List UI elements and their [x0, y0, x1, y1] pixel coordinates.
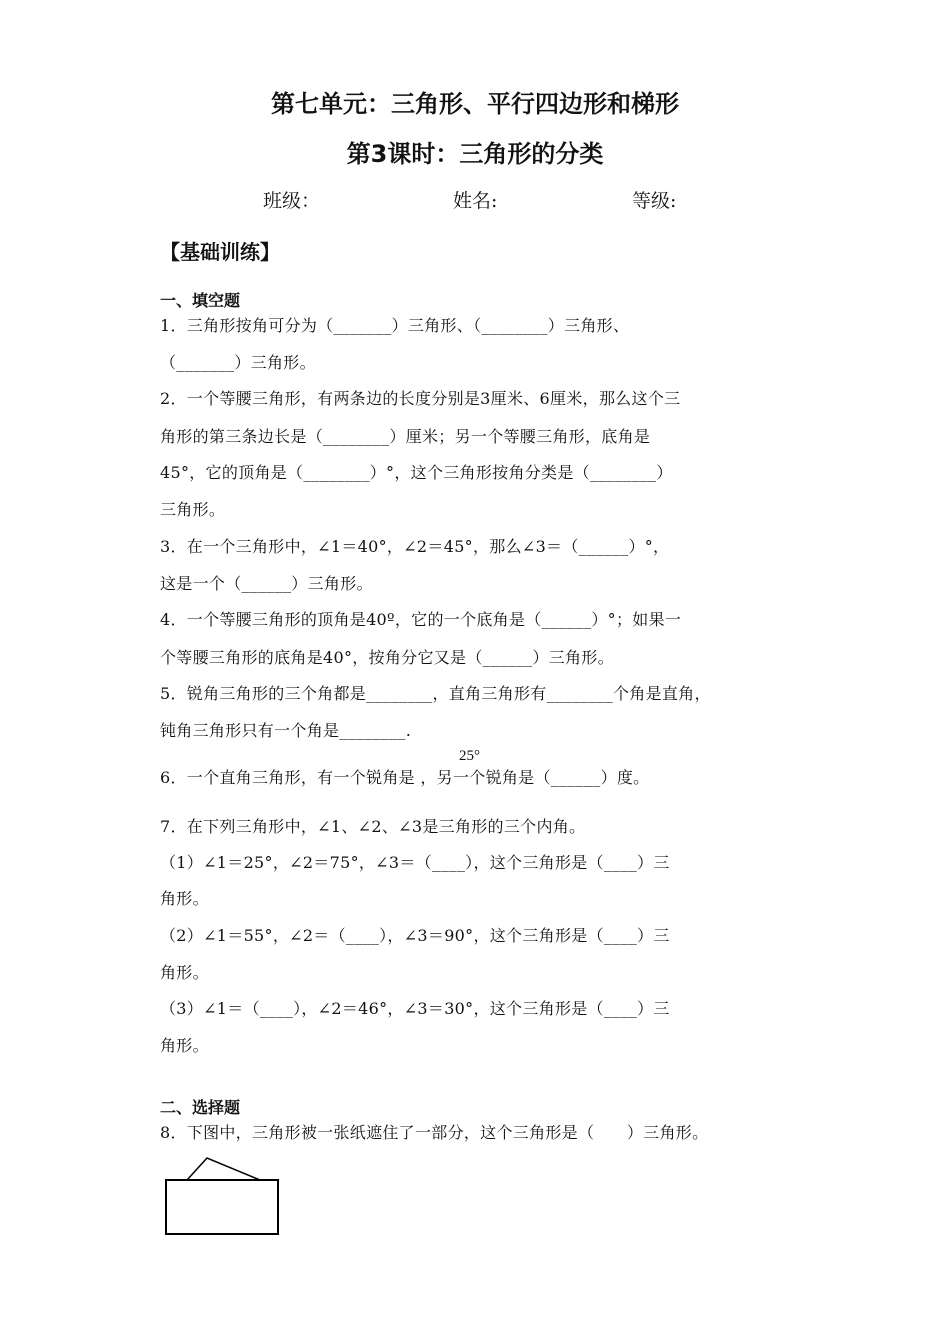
question-line: （3）∠1＝（____），∠2＝46°，∠3＝30°，这个三角形是（____）三: [160, 999, 670, 1018]
question-line: 4．一个等腰三角形的顶角是40º，它的一个底角是（______）°；如果一: [160, 610, 682, 629]
question-line: （1）∠1＝25°，∠2＝75°，∠3＝（____），这个三角形是（____）三: [160, 853, 670, 872]
name-label: 姓名:: [453, 190, 498, 212]
unit-title: 第七单元：三角形、平行四边形和梯形: [271, 90, 679, 118]
question-line: 7．在下列三角形中，∠1、∠2、∠3是三角形的三个内角。: [160, 817, 586, 836]
question-line: 钝角三角形只有一个角是________.: [160, 721, 412, 740]
question-line: 3．在一个三角形中，∠1＝40°，∠2＝45°，那么∠3＝（______）°，: [160, 537, 670, 556]
question-line: 角形的第三条边长是（________）厘米；另一个等腰三角形，底角是: [160, 427, 651, 446]
class-label: 班级：: [263, 190, 321, 212]
lesson-title: 第3课时：三角形的分类: [346, 140, 604, 168]
question-line: 角形。: [160, 889, 209, 908]
question-line: 角形。: [160, 963, 209, 982]
question-line: 这是一个（______）三角形。: [160, 574, 373, 593]
covered-triangle-figure: [160, 1150, 290, 1245]
question-line: 6．一个直角三角形，有一个锐角是 ，另一个锐角是（______）度。: [160, 768, 650, 787]
superscript-angle: 25°: [459, 748, 480, 764]
question-line: （_______）三角形。: [160, 353, 316, 372]
basic-training-heading: 【基础训练】: [160, 240, 280, 264]
question-line: 8．下图中，三角形被一张纸遮住了一部分，这个三角形是（ ）三角形。: [160, 1123, 709, 1142]
fill-in-heading: 一、填空题: [160, 291, 241, 310]
question-line: （2）∠1＝55°，∠2＝（____），∠3＝90°，这个三角形是（____）三: [160, 926, 670, 945]
question-line: 5．锐角三角形的三个角都是________，直角三角形有________个角是直角，: [160, 684, 711, 703]
question-line: 三角形。: [160, 500, 226, 519]
choice-heading: 二、选择题: [160, 1098, 241, 1117]
question-line: 个等腰三角形的底角是40°，按角分它又是（______）三角形。: [160, 648, 614, 667]
question-line: 角形。: [160, 1036, 209, 1055]
question-line: 45°，它的顶角是（________）°，这个三角形按角分类是（________）: [160, 463, 673, 482]
question-line: 1．三角形按角可分为（_______）三角形、（________）三角形、: [160, 316, 630, 335]
grade-label: 等级:: [632, 190, 677, 212]
question-line: 2．一个等腰三角形，有两条边的长度分别是3厘米、6厘米，那么这个三: [160, 389, 681, 408]
